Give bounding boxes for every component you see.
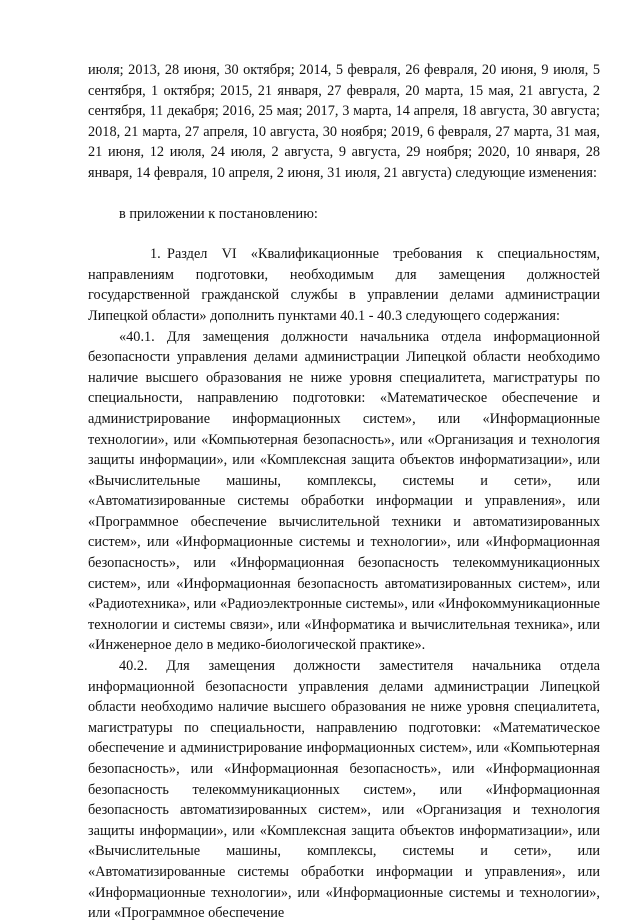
item-1-text: Раздел VI «Квалификационные требования к специальностям, направлениям подготовки, необходимым для замещения должностей государственной гражданской службы в управлении делами администрации Липецкой области» дополнить пунктами 40.1 - 40.3 следующего содержания:	[88, 246, 600, 324]
item-1-number: 1.	[150, 246, 161, 263]
item-1-paragraph	[88, 244, 600, 326]
continuation-paragraph: июля; 2013, 28 июня, 30 октября; 2014, 5 февраля, 26 февраля, 20 июня, 9 июля, 5 сентября, 1 октября; 2015, 21 января, 27 февраля, 20 марта, 15 мая, 21 августа, 2 сентября, 11 декабря; 2016, 25 мая; 2017, 3 марта, 14 апреля, 18 августа, 30 августа; 2018, 21 марта, 27 апреля, 10 августа, 30 ноября; 2019, 6 февраля, 27 марта, 31 мая, 21 июня, 12 июля, 24 июля, 2 августа, 9 августа, 29 ноября; 2020, 10 января, 28 января, 14 февраля, 10 апреля, 2 июня, 31 июля, 21 августа) следующие изменения:	[88, 62, 600, 181]
document-page	[88, 60, 600, 924]
intro-paragraph: в приложении к постановлению:	[119, 205, 318, 222]
paragraph-40-2: 40.2. Для замещения должности заместителя начальника отдела информационной безопасности управления делами администрации Липецкой области необходимо наличие высшего образования не ниже уровня специалитета, магистратуры по специальности, направлению подготовки: «Математическое обеспечение и администрирование информационных систем», или «Компьютерная безопасность», или «Информационная безопасность», или «Информационная безопасность телекоммуникационных систем», или «Информационная безопасность автоматизированных систем», или «Организация и технология защиты информации», или «Комплексная защита объектов информатизации», или «Вычислительные машины, комплексы, системы и сети», или «Автоматизированные системы обработки информации и управления», или «Информационные технологии», или «Информационные системы и технологии», или «Программное обеспечение	[88, 658, 600, 922]
paragraph-40-1: «40.1. Для замещения должности начальника отдела информационной безопасности управления делами администрации Липецкой области необходимо наличие высшего образования не ниже уровня специалитета, магистратуры по специальности, направлению подготовки: «Математическое обеспечение и администрирование информационных систем», или «Информационные технологии», или «Компьютерная безопасность», или «Организация и технология защиты информации», или «Комплексная защита объектов информатизации», или «Вычислительные машины, комплексы, системы и сети», или «Автоматизированные системы обработки информации и управления», или «Программное обеспечение вычислительной техники и автоматизированных систем», или «Информационные системы и технологии», или «Информационная безопасность», или «Информационная безопасность телекоммуникационных систем», или «Информационная безопасность автоматизированных систем», или «Радиотехника», или «Радиоэлектронные системы», или «Инфокоммуникационные технологии и системы связи», или «Информатика и вычислительная техника», или «Инженерное дело в медико-биологической практике».	[88, 328, 600, 654]
